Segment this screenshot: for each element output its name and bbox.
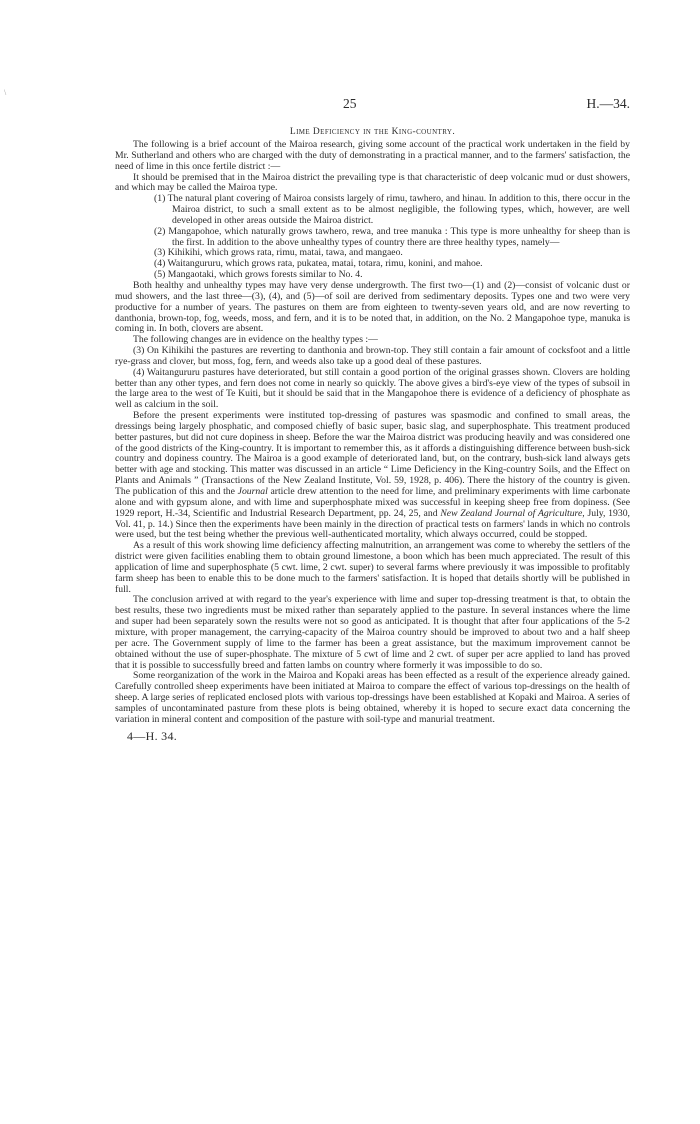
paragraph: As a result of this work showing lime deficiency affecting malnutrition, an arrangement was come to whereby the settlers of the district were given facilities enabling them to obtain ground limestone, a boon which has been much appreciated. The result of this application of lime and superphosphate (5 cwt. lime, 2 cwt. super) to several farms where previously it was impossible to profitably farm sheep has been to enable this to be done much to the farmers' satisfaction. It is hoped that details shortly will be published in full. [115, 540, 630, 595]
page-number: 25 [343, 96, 357, 111]
paragraph: (4) Waitangururu pastures have deteriorated, but still contain a good portion of the original grasses shown. Clovers are holding better than any other types, and fern does not come in nearly so quickly. The above gives a bird's-eye view of the types of subsoil in the large area to the west of Te Kuiti, but it should be said that in the Mangapohoe there is evidence of a deficiency of phosphate as well as calcium in the soil. [115, 366, 630, 411]
list-item: (4) Waitangururu, which grows rata, pukatea, matai, totara, rimu, konini, and mahoe. [154, 258, 483, 270]
paragraph: It should be premised that in the Mairoa district the prevailing type is that characteristic of deep volcanic mud or dust showers, and which may be called the Mairoa type. [115, 171, 630, 194]
document-page [115, 96, 630, 744]
paragraph: (3) On Kihikihi the pastures are reverting to danthonia and brown-top. They still contain a fair amount of cocksfoot and a little rye-grass and clover, but moss, fog, fern, and weeds also take up a good deal of these pastures. [115, 345, 630, 367]
page-footer: 4—H. 34. [127, 728, 178, 743]
paragraph: The following is a brief account of the Mairoa research, giving some account of the practical work undertaken in the field by Mr. Sutherland and others who are charged with the duty of demonstrating in a practical manner, and to the farmers' satisfaction, the need of lime in this once fertile district :— [115, 139, 630, 172]
document-reference: H.—34. [586, 96, 630, 111]
body-text [115, 140, 630, 726]
list-item: (5) Mangaotaki, which grows forests similar to No. 4. [154, 269, 363, 281]
page-header [115, 96, 630, 116]
paragraph: Before the present experiments were instituted top-dressing of pastures was spasmodic and confined to small areas, the dressings being largely phosphatic, and composed chiefly of basic super, basic slag, and superphosphate. This treatment produced better pastures, but did not cure dopiness in sheep. Before the war the Mairoa district was producing heavily and was considered one of the good districts of the King-country. It is important to remember this, as it affords a distinguishing difference between bush-sick country and dopiness country. The Mairoa is a good example of deteriorated land, but, on the contrary, bush-sick land always gets better with age and stocking. This matter was discussed in an article “ Lime Deficiency in the King-country Soils, and the Effect on Plants and Animals ” (Transactions of the New Zealand Institute, Vol. 59, 1928, p. 406). There the history of the country is given. The publication of this and the Journal article drew attention to the need for lime, and preliminary experiments with lime carbonate alone and with gypsum alone, and with lime and superphosphate mixed was successful in keeping sheep free from dopiness. (See 1929 report, H.-34, Scientific and Industrial Research Department, pp. 24, 25, and New Zealand Journal of Agriculture, July, 1930, Vol. 41, p. 14.) Since then the experiments have been mainly in the direction of practical tests on farmers' lands in which no controls were used, but the test being whether the previous well-authenticated mortality, which always occurred, could be stopped. [115, 410, 630, 541]
list-item: (2) Mangapohoe, which naturally grows tawhero, rewa, and tree manuka : This type is more unhealthy for sheep than is the first. In addition to the above unhealthy types of country there are three healthy types, namely— [154, 225, 630, 248]
list-item: (3) Kihikihi, which grows rata, rimu, matai, tawa, and mangaeo. [154, 247, 403, 259]
margin-mark: \ [4, 88, 7, 97]
section-title: Lime Deficiency in the King-country. [289, 127, 456, 137]
paragraph: Some reorganization of the work in the Mairoa and Kopaki areas has been effected as a result of the experience already gained. Carefully controlled sheep experiments have been initiated at Mairoa to compare the effect of various top-dressings on the health of sheep. A large series of replicated enclosed plots with various top-dressings have been established at Kopaki and Mairoa. A series of samples of uncontaminated pasture from these plots is being obtained, whereby it is hoped to secure exact data concerning the variation in mineral content and composition of the pasture with soil-type and manurial treatment. [115, 670, 630, 725]
list-item: (1) The natural plant covering of Mairoa consists largely of rimu, tawhero, and hinau. In addition to this, there occur in the Mairoa district, to such a small extent as to be almost negligible, the following types, which, however, are well developed in other areas outside the Mairoa district. [154, 193, 630, 226]
paragraph: The conclusion arrived at with regard to the year's experience with lime and super top-dressing treatment is that, to obtain the best results, these two ingredients must be mixed rather than separately applied to the pasture. In several instances where the lime and super had been separately sown the results were not so good as anticipated. It is thought that after four applications of the 5-2 mixture, with proper management, the carrying-capacity of the Mairoa country should be improved to about two and a half sheep per acre. The Government supply of lime to the farmer has been a great assistance, but the maximum improvement cannot be obtained without the use of super-phosphate. The mixture of 5 cwt of lime and 2 cwt. of super per acre applied to land has proved that it is possible to successfully breed and fatten lambs on country where formerly it was impossible to do so. [115, 594, 630, 671]
paragraph: Both healthy and unhealthy types may have very dense undergrowth. The first two—(1) and (2)—consist of volcanic dust or mud showers, and the last three—(3), (4), and (5)—of soil are derived from sedimentary deposits. Types one and two were very productive for a number of years. The pastures on them are from eighteen to twenty-seven years old, and are now reverting to danthonia, brown-top, fog, weeds, moss, and fern, and it is to be noted that, in addition, on the No. 2 Mangapohoe type, manuka is coming in. In both, clovers are absent. [115, 279, 630, 335]
paragraph: The following changes are in evidence on the healthy types :— [133, 334, 378, 346]
